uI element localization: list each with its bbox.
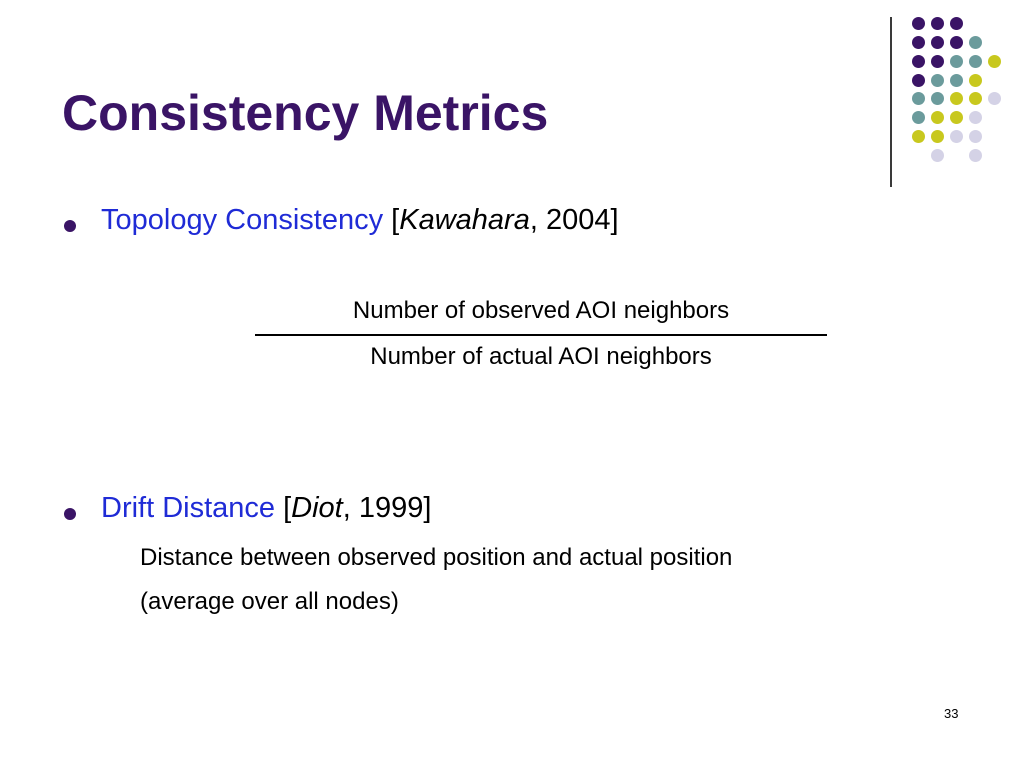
decorative-dot bbox=[931, 17, 944, 30]
slide-title: Consistency Metrics bbox=[62, 85, 549, 141]
page-number: 33 bbox=[944, 706, 959, 721]
bullet-marker bbox=[64, 220, 76, 232]
decorative-dot bbox=[912, 92, 925, 105]
bullet-topology-consistency bbox=[101, 206, 619, 235]
decorative-dot bbox=[912, 74, 925, 87]
drift-distance-link[interactable]: Drift Distance bbox=[101, 492, 276, 524]
decorative-dot bbox=[988, 92, 1001, 105]
decorative-dot bbox=[969, 36, 982, 49]
drift-description-line-1: Distance between observed position and actual position bbox=[140, 544, 733, 571]
citation-author: Diot bbox=[291, 492, 343, 524]
decorative-dot bbox=[931, 55, 944, 68]
topology-consistency-formula bbox=[255, 297, 827, 371]
decorative-dot bbox=[912, 55, 925, 68]
citation-open-bracket: [ bbox=[275, 492, 292, 524]
decorative-dot bbox=[969, 92, 982, 105]
citation-year: , 2004] bbox=[529, 204, 619, 236]
decorative-dot bbox=[950, 55, 963, 68]
topology-consistency-link[interactable]: Topology Consistency bbox=[101, 204, 384, 236]
citation-author: Kawahara bbox=[399, 204, 530, 236]
decorative-dot bbox=[912, 36, 925, 49]
decorative-dot bbox=[912, 17, 925, 30]
citation-year: , 1999] bbox=[342, 492, 432, 524]
decorative-dot bbox=[969, 74, 982, 87]
decorative-dot bbox=[950, 74, 963, 87]
decorative-dot bbox=[950, 36, 963, 49]
bullet-marker bbox=[64, 508, 76, 520]
decorative-dot bbox=[950, 92, 963, 105]
fraction-numerator: Number of observed AOI neighbors bbox=[255, 297, 827, 336]
decorative-dot bbox=[931, 149, 944, 162]
decorative-dot bbox=[931, 74, 944, 87]
decorative-dot bbox=[969, 55, 982, 68]
decorative-dot bbox=[950, 17, 963, 30]
citation-open-bracket: [ bbox=[383, 204, 400, 236]
decorative-vertical-rule bbox=[890, 17, 892, 187]
decorative-dot bbox=[969, 149, 982, 162]
fraction-denominator: Number of actual AOI neighbors bbox=[370, 343, 712, 370]
decorative-dot bbox=[931, 92, 944, 105]
decorative-dot bbox=[912, 130, 925, 143]
drift-description-line-2: (average over all nodes) bbox=[140, 588, 399, 615]
decorative-dot bbox=[950, 111, 963, 124]
decorative-dot bbox=[988, 55, 1001, 68]
decorative-dot bbox=[969, 130, 982, 143]
decorative-dot bbox=[950, 130, 963, 143]
decorative-dot bbox=[931, 130, 944, 143]
decorative-dot bbox=[912, 111, 925, 124]
decorative-dot bbox=[931, 111, 944, 124]
bullet-drift-distance bbox=[101, 494, 431, 523]
decorative-dot bbox=[931, 36, 944, 49]
decorative-dot bbox=[969, 111, 982, 124]
